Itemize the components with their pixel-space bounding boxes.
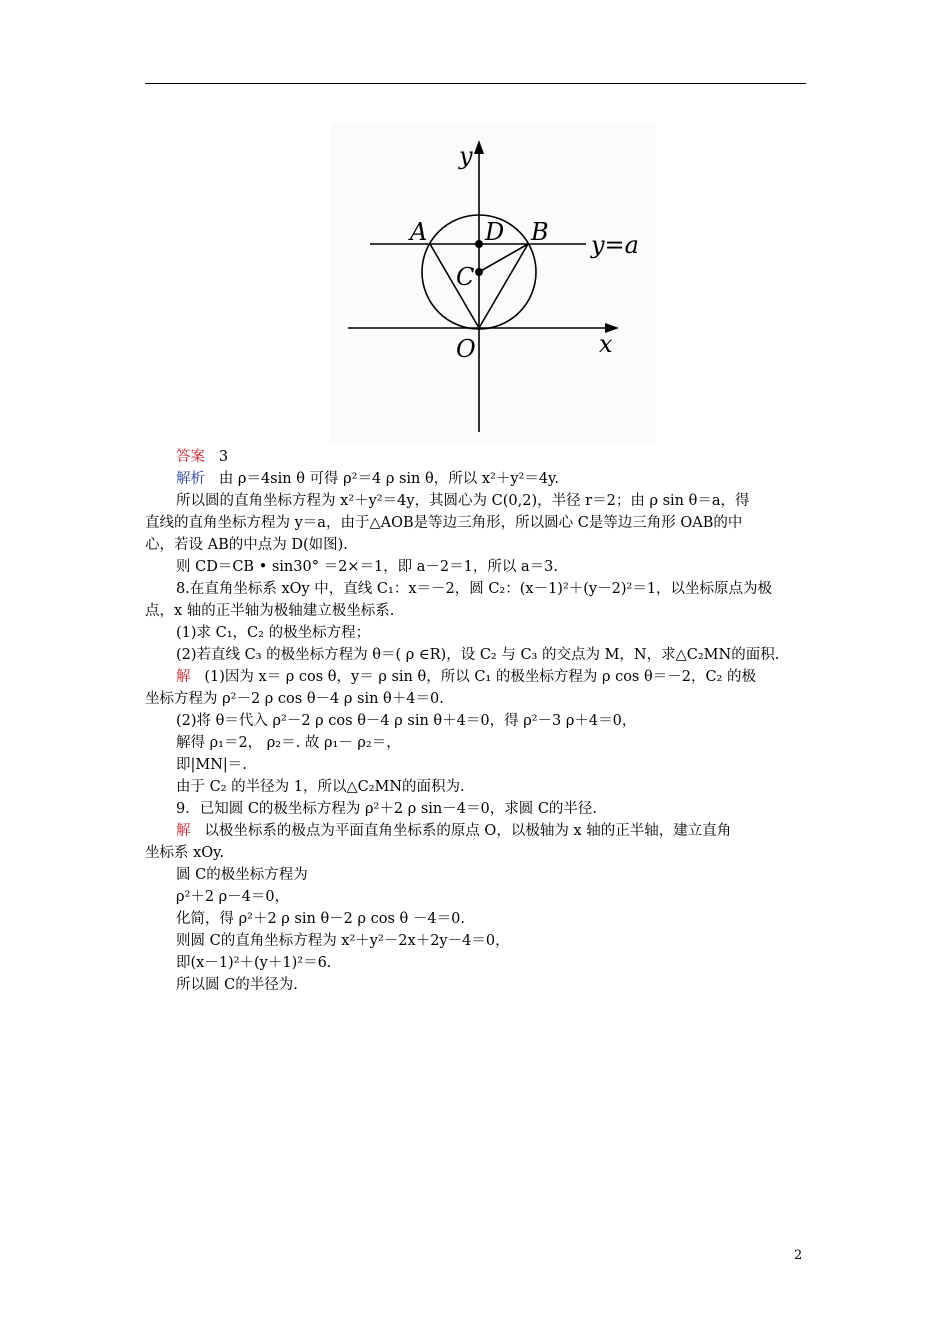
solution-8-line-2: 坐标方程为 ρ²－2 ρ cos θ－4 ρ sin θ＋4＝0.	[145, 691, 444, 707]
point-c	[475, 268, 483, 276]
solution-8-text-1: (1)因为 x＝ ρ cos θ，y＝ ρ sin θ，所以 C₁ 的极坐标方程为 ρ cos θ＝－2，C₂ 的极	[204, 669, 756, 685]
label-b: B	[531, 218, 549, 246]
label-origin: O	[456, 335, 476, 363]
point-d	[475, 240, 483, 248]
header-rule	[145, 83, 806, 84]
solution-8-line-6: 由于 C₂ 的半径为 1，所以△C₂MN的面积为.	[176, 779, 465, 795]
segment-ob	[479, 244, 528, 328]
analysis-line-1	[145, 468, 807, 490]
solution-9-label: 解	[176, 823, 191, 839]
analysis-text-1: 由 ρ＝4sin θ 可得 ρ²＝4 ρ sin θ，所以 x²＋y²＝4y.	[218, 471, 559, 487]
label-d: D	[485, 218, 505, 246]
document-body	[145, 446, 807, 996]
solution-9-line-1	[145, 820, 807, 842]
label-line-y-eq-a: y=a	[591, 231, 639, 259]
solution-9-line-6: 则圆 C的直角坐标方程为 x²＋y²－2x＋2y－4＝0，	[176, 933, 510, 949]
figure-drawing	[330, 122, 656, 442]
analysis-line-2: 所以圆的直角坐标方程为 x²＋y²＝4y，其圆心为 C(0,2)，半径 r＝2；由 ρ sin θ＝a，得	[176, 493, 750, 509]
answer-line	[145, 446, 807, 468]
solution-9-line-5: 化简，得 ρ²＋2 ρ sin θ－2 ρ cos θ －4＝0.	[176, 911, 465, 927]
solution-9-line-3: 圆 C的极坐标方程为	[176, 867, 308, 883]
label-y-axis: y	[459, 142, 473, 170]
analysis-label: 解析	[176, 471, 205, 487]
y-axis-arrow-icon	[474, 140, 484, 154]
label-x-axis: x	[599, 330, 613, 358]
label-a: A	[410, 218, 428, 246]
question-8-line-3: (1)求 C₁，C₂ 的极坐标方程；	[176, 625, 371, 641]
solution-8-label: 解	[176, 669, 191, 685]
analysis-line-5: 则 CD＝CB • sin30° ＝2×＝1，即 a－2＝1，所以 a＝3.	[176, 559, 558, 575]
answer-value: 3	[218, 449, 229, 465]
solution-8-line-4: 解得 ρ₁＝2， ρ₂＝. 故 ρ₁－ ρ₂＝，	[176, 735, 401, 751]
analysis-line-4: 心，若设 AB的中点为 D(如图).	[145, 537, 348, 553]
geometry-figure	[330, 122, 656, 442]
answer-label: 答案	[176, 449, 205, 465]
solution-8-line-1	[145, 666, 807, 688]
label-c: C	[456, 263, 475, 291]
solution-9-text-1: 以极坐标系的极点为平面直角坐标系的原点 O，以极轴为 x 轴的正半轴，建立直角	[204, 823, 732, 839]
solution-8-line-5: 即|MN|＝.	[176, 757, 247, 773]
solution-8-line-3: (2)将 θ＝代入 ρ²－2 ρ cos θ－4 ρ sin θ＋4＝0，得 ρ²－3 ρ＋4＝0，	[176, 713, 637, 729]
page-number: 2	[794, 1248, 803, 1263]
question-8-line-1: 8.在直角坐标系 xOy 中，直线 C₁：x＝－2，圆 C₂：(x－1)²＋(y－2)²＝1，以坐标原点为极	[176, 581, 773, 597]
solution-9-line-8: 所以圆 C的半径为.	[176, 977, 298, 993]
analysis-line-3: 直线的直角坐标方程为 y＝a，由于△AOB是等边三角形，所以圆心 C是等边三角形 OAB的中	[145, 515, 743, 531]
question-8-line-2: 点，x 轴的正半轴为极轴建立极坐标系.	[145, 603, 395, 619]
solution-9-line-2: 坐标系 xOy.	[145, 845, 225, 861]
solution-9-line-7: 即(x－1)²＋(y＋1)²＝6.	[176, 955, 332, 971]
question-9-line-1: 9．已知圆 C的极坐标方程为 ρ²＋2 ρ sin－4＝0，求圆 C的半径.	[176, 801, 598, 817]
solution-9-line-4: ρ²＋2 ρ－4＝0，	[176, 889, 290, 905]
question-8-line-4: (2)若直线 C₃ 的极坐标方程为 θ＝( ρ ∈R)，设 C₂ 与 C₃ 的交点为 M，N，求△C₂MN的面积.	[176, 647, 780, 663]
